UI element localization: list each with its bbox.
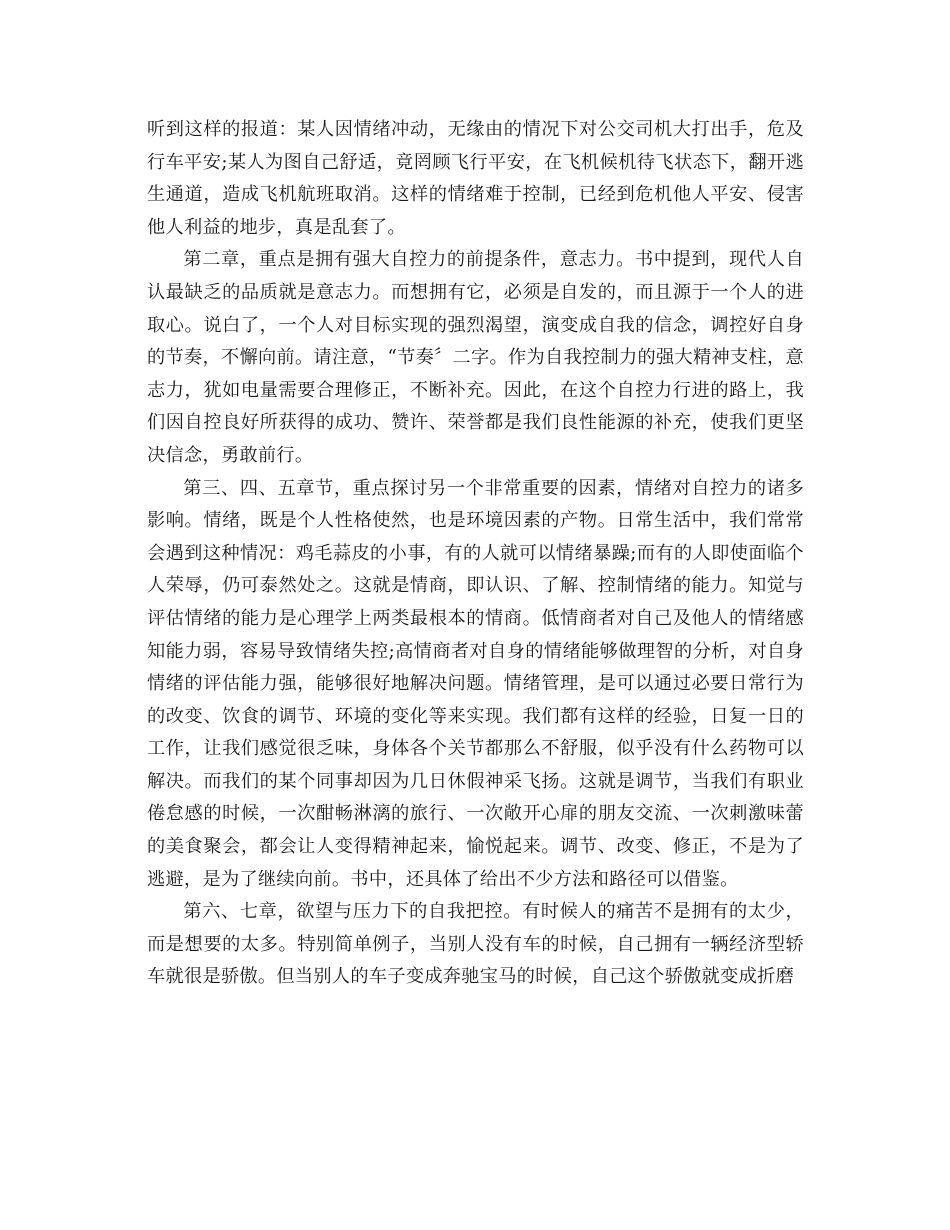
paragraph-2: 第二章，重点是拥有强大自控力的前提条件，意志力。书中提到，现代人自认最缺乏的品质就是意志力。而想拥有它，必须是自发的，而且源于一个人的进取心。说白了，一个人对目标实现的强烈渴望，演变成自我的信念，调控好自身的节奏，不懈向前。请注意，“节奏〞二字。作为自我控制力的强大精神支柱，意志力，犹如电量需要合理修正，不断补充。因此，在这个自控力行进的路上，我们因自控良好所获得的成功、赞许、荣誉都是我们良性能源的补充，使我们更坚决信念，勇敢前行。 <box>147 249 804 466</box>
paragraph-1: 听到这样的报道：某人因情绪冲动，无缘由的情况下对公交司机大打出手，危及行车平安;某人为图自己舒适，竟罔顾飞行平安，在飞机候机待飞状态下，翻开逃生通道，造成飞机航班取消。这样的情绪难于控制，已经到危机他人平安、侵害他人利益的地步，真是乱套了。 <box>147 119 804 238</box>
paragraph-4: 第六、七章，欲望与压力下的自我把控。有时候人的痛苦不是拥有的太少，而是想要的太多。特别简单例子，当别人没有车的时候，自己拥有一辆经济型轿车就很是骄傲。但当别人的车子变成奔驰宝马的时候，自己这个骄傲就变成折磨 <box>147 901 804 988</box>
document-body <box>147 114 804 994</box>
paragraph-3: 第三、四、五章节，重点探讨另一个非常重要的因素，情绪对自控力的诸多影响。情绪，既是个人性格使然，也是环境因素的产物。日常生活中，我们常常会遇到这种情况：鸡毛蒜皮的小事，有的人就可以情绪暴躁;而有的人即使面临个人荣辱，仍可泰然处之。这就是情商，即认识、了解、控制情绪的能力。知觉与评估情绪的能力是心理学上两类最根本的情商。低情商者对自己及他人的情绪感知能力弱，容易导致情绪失控;高情商者对自身的情绪能够做理智的分析，对自身情绪的评估能力强，能够很好地解决问题。情绪管理，是可以通过必要日常行为的改变、饮食的调节、环境的变化等来实现。我们都有这样的经验，日复一日的工作，让我们感觉很乏味，身体各个关节都那么不舒服，似乎没有什么药物可以解决。而我们的某个同事却因为几日休假神采飞扬。这就是调节，当我们有职业倦怠感的时候，一次酣畅淋漓的旅行、一次敞开心扉的朋友交流、一次刺激味蕾的美食聚会，都会让人变得精神起来，愉悦起来。调节、改变、修正，不是为了逃避，是为了继续向前。书中，还具体了给出不少方法和路径可以借鉴。 <box>147 477 804 890</box>
